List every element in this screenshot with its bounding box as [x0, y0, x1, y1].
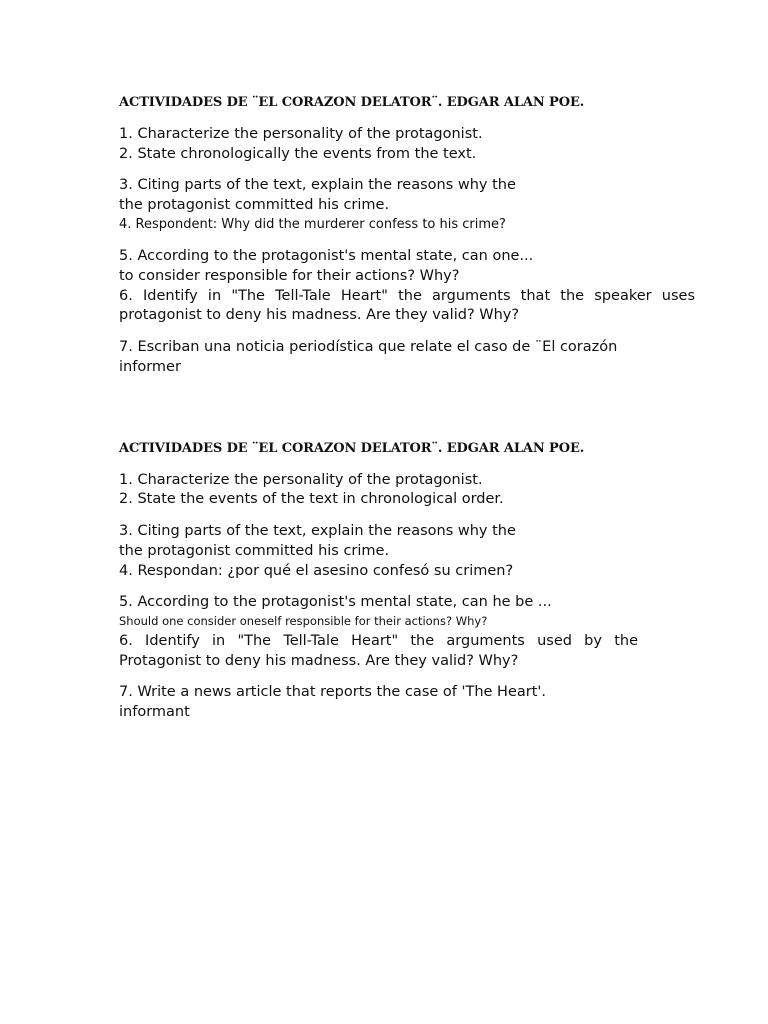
section2-question-7-line-1: 7. Write a news article that reports the case of 'The Heart'.	[119, 684, 547, 700]
section1-question-3-line-2: the protagonist committed his crime.	[119, 197, 390, 213]
section1-question-7-line-2: informer	[119, 359, 181, 375]
section2-question-2: 2. State the events of the text in chronological order.	[119, 491, 504, 507]
section2-question-3-line-1: 3. Citing parts of the text, explain the reasons why the	[119, 523, 516, 539]
section1-title: ACTIVIDADES DE ¨EL CORAZON DELATOR¨. EDGAR ALAN POE.	[119, 95, 585, 110]
section1-question-7-line-1: 7. Escriban una noticia periodística que relate el caso de ¨El corazón	[119, 339, 618, 355]
section1-question-6-line-1: 6. Identify in "The Tell-Tale Heart" the arguments that the speaker uses	[119, 288, 695, 304]
section2-question-6-line-1: 6. Identify in "The Tell-Tale Heart" the arguments used by the	[119, 633, 638, 649]
section1-question-6-line-2: protagonist to deny his madness. Are they valid? Why?	[119, 307, 520, 323]
section1-question-2: 2. State chronologically the events from the text.	[119, 146, 477, 162]
section1-question-1: 1. Characterize the personality of the protagonist.	[119, 126, 483, 142]
section2-title: ACTIVIDADES DE ¨EL CORAZON DELATOR¨. EDGAR ALAN POE.	[119, 441, 585, 456]
section2-question-3-line-2: the protagonist committed his crime.	[119, 543, 390, 559]
section2-question-7-line-2: informant	[119, 704, 190, 720]
section1-question-5-line-2: to consider responsible for their actions? Why?	[119, 268, 460, 284]
section1-question-4: 4. Respondent: Why did the murderer confess to his crime?	[119, 217, 506, 232]
section2-question-6-line-2: Protagonist to deny his madness. Are they valid? Why?	[119, 653, 519, 669]
section2-question-1: 1. Characterize the personality of the protagonist.	[119, 472, 483, 488]
section1-question-5-line-1: 5. According to the protagonist's mental state, can one...	[119, 248, 534, 264]
section1-question-3-line-1: 3. Citing parts of the text, explain the reasons why the	[119, 177, 516, 193]
section2-question-5-line-1: 5. According to the protagonist's mental state, can he be ...	[119, 594, 552, 610]
section2-question-4: 4. Respondan: ¿por qué el asesino confesó su crimen?	[119, 563, 514, 579]
section2-question-5-line-2: Should one consider oneself responsible for their actions? Why?	[119, 614, 488, 628]
